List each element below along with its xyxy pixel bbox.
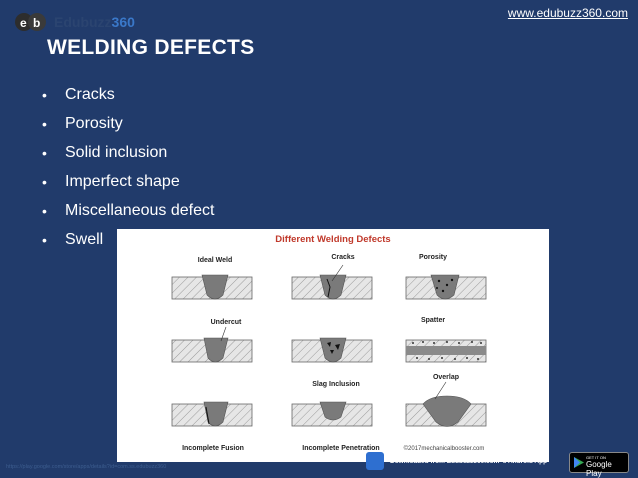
welding-defects-figure bbox=[117, 229, 549, 462]
ideal-weld-sample bbox=[172, 275, 252, 299]
edubuzz-app-icon bbox=[366, 452, 384, 470]
google-play-badge[interactable] bbox=[569, 452, 629, 478]
download-notice: Downloaded from Edubuzz360.com 's Android App bbox=[390, 458, 548, 465]
bullet-item: • Swell bbox=[40, 229, 214, 258]
label-incomplete-fusion: Incomplete Fusion bbox=[182, 445, 244, 452]
label-slag-inclusion: Slag Inclusion bbox=[312, 381, 360, 388]
play-store-link[interactable]: https://play.google.com/store/apps/details?id=com.ss.edubuzz360 bbox=[6, 464, 167, 470]
welding-defects-diagram bbox=[117, 229, 549, 462]
label-porosity: Porosity bbox=[418, 254, 448, 261]
label-cracks: Cracks bbox=[331, 254, 355, 261]
bullet-item: • Solid inclusion bbox=[40, 142, 214, 171]
bullet-dot-icon: • bbox=[42, 116, 47, 132]
logo-wordmark: Edubuzz360 bbox=[54, 14, 135, 30]
bullet-dot-icon: • bbox=[42, 174, 47, 190]
undercut-sample bbox=[172, 327, 252, 362]
site-url-link[interactable]: www.edubuzz360.com bbox=[507, 6, 628, 20]
bullet-item: • Imperfect shape bbox=[40, 171, 214, 200]
badge-small-text: GET IT ON bbox=[586, 455, 606, 460]
bullet-item: • Cracks bbox=[40, 84, 214, 113]
porosity-sample bbox=[406, 275, 486, 299]
bullet-dot-icon: • bbox=[42, 203, 47, 219]
play-triangle-icon bbox=[574, 457, 584, 468]
incomplete-fusion-sample bbox=[172, 402, 252, 426]
label-spatter: Spatter bbox=[420, 317, 446, 324]
slide-title: WELDING DEFECTS bbox=[47, 36, 255, 59]
bullet-dot-icon: • bbox=[42, 232, 47, 248]
logo-mark-icon bbox=[14, 8, 48, 34]
edubuzz-logo[interactable] bbox=[14, 8, 154, 34]
svg-text:e: e bbox=[20, 16, 27, 30]
bullet-dot-icon: • bbox=[42, 87, 47, 103]
svg-text:b: b bbox=[33, 16, 41, 30]
overlap-sample bbox=[406, 382, 486, 427]
bullet-item: • Miscellaneous defect bbox=[40, 200, 214, 229]
slag-inclusion-sample bbox=[292, 338, 372, 362]
cracks-sample bbox=[292, 265, 372, 299]
label-incomplete-penetration: Incomplete Penetration bbox=[302, 445, 380, 452]
figure-copyright: ©2017mechanicalbooster.com bbox=[403, 446, 485, 452]
bullet-dot-icon: • bbox=[42, 145, 47, 161]
figure-title: Different Welding Defects bbox=[275, 234, 391, 245]
label-overlap: Overlap bbox=[432, 374, 460, 381]
bullet-item: • Porosity bbox=[40, 113, 214, 142]
label-undercut: Undercut bbox=[210, 319, 242, 326]
label-ideal-weld: Ideal Weld bbox=[197, 257, 233, 264]
incomplete-penetration-sample bbox=[292, 402, 372, 426]
badge-large-text: Google Play bbox=[586, 460, 612, 478]
spatter-sample bbox=[406, 340, 486, 362]
